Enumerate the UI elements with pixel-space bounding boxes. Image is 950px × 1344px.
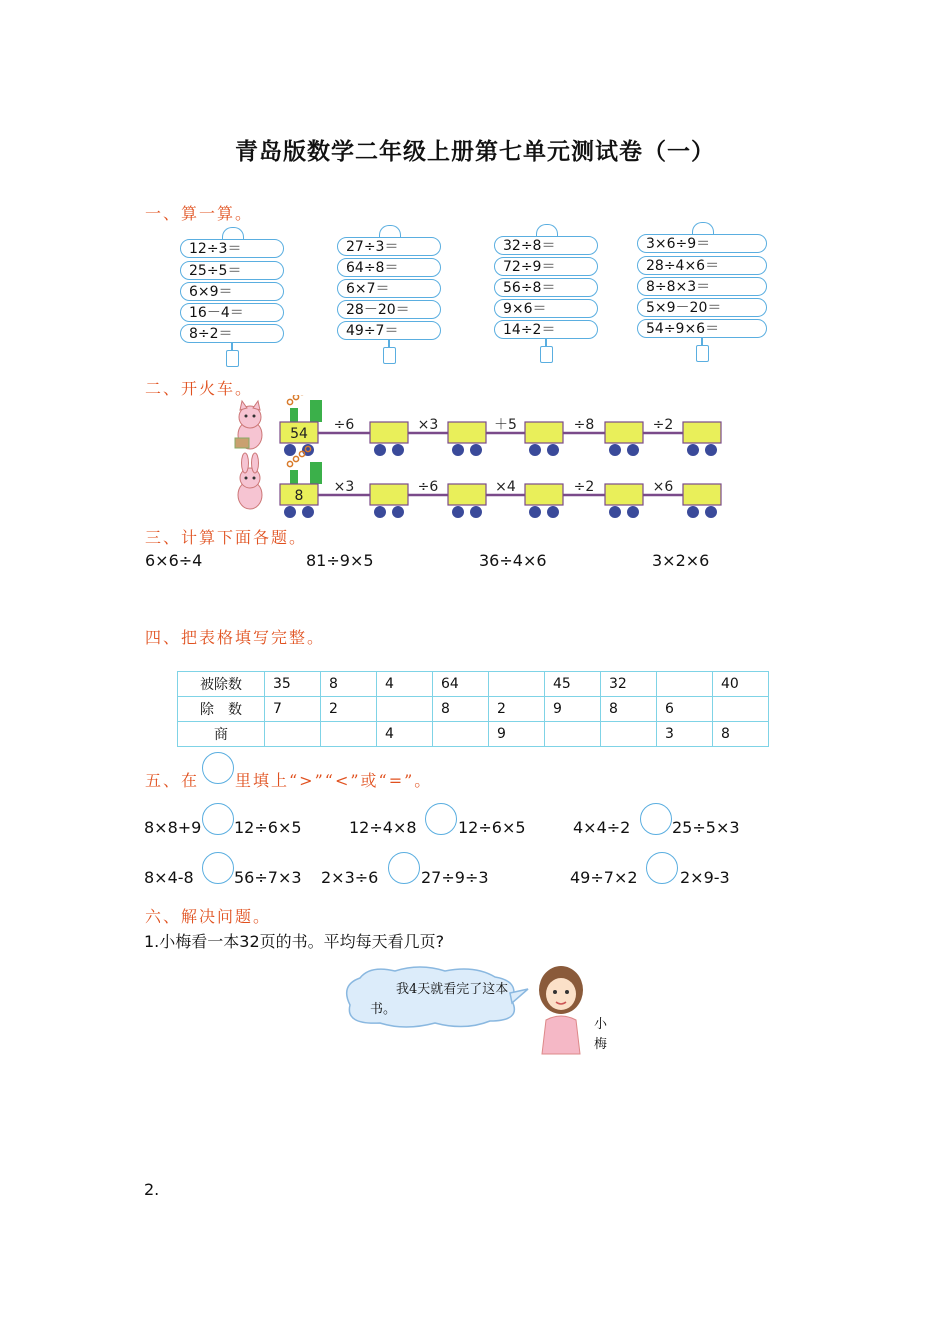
section1-heading: 一、算一算。 (145, 204, 254, 223)
calc-item: 81÷9×5 (306, 551, 374, 570)
table-cell: 2 (321, 697, 377, 722)
page-title: 青岛版数学二年级上册第七单元测试卷（一） (235, 139, 715, 165)
smoke-icon (287, 399, 292, 404)
train-operation: ÷6 (417, 479, 439, 495)
wheel-icon (705, 506, 717, 518)
answer-circle[interactable] (640, 803, 672, 835)
compare-right: 56÷7×3 (234, 868, 302, 887)
train-start-value: 54 (290, 426, 308, 442)
compare-right: 25÷5×3 (672, 818, 740, 837)
calc-card-item: 28÷4×6＝ (637, 256, 767, 275)
train-operation: ×4 (495, 479, 516, 495)
chimney-icon (310, 462, 322, 484)
section4-heading: 四、把表格填写完整。 (145, 628, 326, 647)
chimney-icon (290, 470, 298, 484)
table-cell: 8 (713, 722, 769, 747)
train-start-value: 8 (294, 488, 304, 504)
section2-heading: 二、开火车。 (145, 379, 254, 398)
train-car (370, 484, 408, 505)
wheel-icon (302, 506, 314, 518)
wheel-icon (392, 444, 404, 456)
smoke-icon (287, 461, 292, 466)
table-cell: 9 (489, 722, 545, 747)
wheel-icon (452, 506, 464, 518)
train-car (448, 484, 486, 505)
table-row (178, 697, 769, 722)
train-operation: ×3 (417, 417, 439, 433)
character-name: 小梅 (594, 1017, 608, 1052)
calc-card-item: 5×9－20＝ (637, 298, 767, 317)
wheel-icon (687, 444, 699, 456)
table-cell (601, 722, 657, 747)
bubble-text: 我4天就看完了这本书。 (370, 982, 509, 1017)
calc-card-item: 25÷5＝ (180, 261, 284, 280)
weight-icon (226, 350, 239, 367)
table-cell (489, 672, 545, 697)
calc-item: 3×2×6 (652, 551, 710, 570)
compare-left: 4×4÷2 (573, 818, 631, 837)
table-cell: 商 (178, 722, 265, 747)
table-cell (265, 722, 321, 747)
wheel-icon (705, 444, 717, 456)
train-car (448, 422, 486, 443)
wheel-icon (529, 506, 541, 518)
calc-item: 36÷4×6 (479, 551, 547, 570)
answer-circle[interactable] (646, 852, 678, 884)
compare-right: 2×9-3 (680, 868, 730, 887)
calc-card-item: 8÷8×3＝ (637, 277, 767, 296)
table-cell: 3 (657, 722, 713, 747)
wheel-icon (627, 444, 639, 456)
table-cell: 8 (321, 672, 377, 697)
train-car (683, 484, 721, 505)
table-cell (433, 722, 489, 747)
weight-icon (383, 347, 396, 364)
answer-circle (202, 752, 234, 784)
calc-card-item: 27÷3＝ (337, 237, 441, 256)
compare-right: 12÷6×5 (458, 818, 526, 837)
table-cell: 4 (377, 722, 433, 747)
compare-right: 12÷6×5 (234, 818, 302, 837)
train-car (525, 484, 563, 505)
table-cell: 8 (601, 697, 657, 722)
answer-circle[interactable] (202, 852, 234, 884)
wheel-icon (392, 506, 404, 518)
wheel-icon (547, 444, 559, 456)
wheel-icon (374, 444, 386, 456)
table-cell: 6 (657, 697, 713, 722)
table-cell: 被除数 (178, 672, 265, 697)
wheel-icon (374, 506, 386, 518)
table-cell (545, 722, 601, 747)
train-diagram (225, 395, 735, 525)
table-cell (377, 697, 433, 722)
wheel-icon (284, 444, 296, 456)
calc-card-item: 8÷2＝ (180, 324, 284, 343)
train-operation: ÷8 (573, 417, 595, 433)
train-operation: ÷2 (573, 479, 595, 495)
compare-left: 12÷4×8 (349, 818, 417, 837)
train-operation: ÷6 (333, 417, 355, 433)
calc-item: 6×6÷4 (145, 551, 203, 570)
wheel-icon (609, 506, 621, 518)
table-cell: 8 (433, 697, 489, 722)
smoke-icon (293, 395, 298, 400)
calc-card-item: 56÷8＝ (494, 278, 598, 297)
girl-icon (530, 962, 592, 1058)
table-cell: 35 (265, 672, 321, 697)
section3-heading: 三、计算下面各题。 (145, 528, 308, 547)
chimney-icon (310, 400, 322, 422)
train-car (683, 422, 721, 443)
wheel-icon (284, 506, 296, 518)
wheel-icon (452, 444, 464, 456)
table-cell: 4 (377, 672, 433, 697)
compare-right: 27÷9÷3 (421, 868, 489, 887)
train-operation: ÷2 (652, 417, 674, 433)
table-cell: 2 (489, 697, 545, 722)
calc-card-item: 54÷9×6＝ (637, 319, 767, 338)
train-car (525, 422, 563, 443)
calc-card-item: 3×6÷9＝ (637, 234, 767, 253)
cat-icon (235, 401, 262, 449)
table-cell (321, 722, 377, 747)
section5-heading: 五、在 (145, 771, 200, 790)
calc-card-item: 12÷3＝ (180, 239, 284, 258)
train-operation: ＋5 (494, 417, 517, 433)
compare-left: 8×4-8 (144, 868, 194, 887)
table-cell: 64 (433, 672, 489, 697)
table-cell: 45 (545, 672, 601, 697)
table-cell: 9 (545, 697, 601, 722)
calc-card-item: 72÷9＝ (494, 257, 598, 276)
answer-circle[interactable] (202, 803, 234, 835)
rabbit-icon (238, 453, 262, 509)
division-table (177, 671, 769, 747)
calc-card-item: 16－4＝ (180, 303, 284, 322)
calc-card-item: 6×9＝ (180, 282, 284, 301)
wheel-icon (609, 444, 621, 456)
calc-card-item: 9×6＝ (494, 299, 598, 318)
wheel-icon (529, 444, 541, 456)
train-car (370, 422, 408, 443)
train-car (605, 484, 643, 505)
section5-heading-rest: 里填上“>”“<”或“=”。 (235, 771, 433, 790)
question-2: 2. (144, 1180, 160, 1199)
table-cell: 32 (601, 672, 657, 697)
section6-heading: 六、解决问题。 (145, 907, 272, 926)
table-cell (713, 697, 769, 722)
table-row (178, 722, 769, 747)
compare-left: 8×8+9 (144, 818, 202, 837)
question-1: 1.小梅看一本32页的书。平均每天看几页? (144, 932, 445, 951)
answer-circle[interactable] (388, 852, 420, 884)
table-cell (657, 672, 713, 697)
calc-card-item: 28－20＝ (337, 300, 441, 319)
calc-card-item: 14÷2＝ (494, 320, 598, 339)
calc-card-item: 49÷7＝ (337, 321, 441, 340)
table-cell: 除 数 (178, 697, 265, 722)
train-operation: ×6 (652, 479, 674, 495)
calc-card-item: 64÷8＝ (337, 258, 441, 277)
weight-icon (540, 346, 553, 363)
wheel-icon (547, 506, 559, 518)
wheel-icon (470, 506, 482, 518)
compare-left: 49÷7×2 (570, 868, 638, 887)
calc-card-item: 6×7＝ (337, 279, 441, 298)
train-car (605, 422, 643, 443)
calc-card-item: 32÷8＝ (494, 236, 598, 255)
wheel-icon (470, 444, 482, 456)
chimney-icon (290, 408, 298, 422)
compare-left: 2×3÷6 (321, 868, 379, 887)
weight-icon (696, 345, 709, 362)
wheel-icon (687, 506, 699, 518)
table-row (178, 672, 769, 697)
table-cell: 40 (713, 672, 769, 697)
smoke-icon (293, 456, 298, 461)
train-operation: ×3 (333, 479, 355, 495)
wheel-icon (627, 506, 639, 518)
table-cell: 7 (265, 697, 321, 722)
answer-circle[interactable] (425, 803, 457, 835)
